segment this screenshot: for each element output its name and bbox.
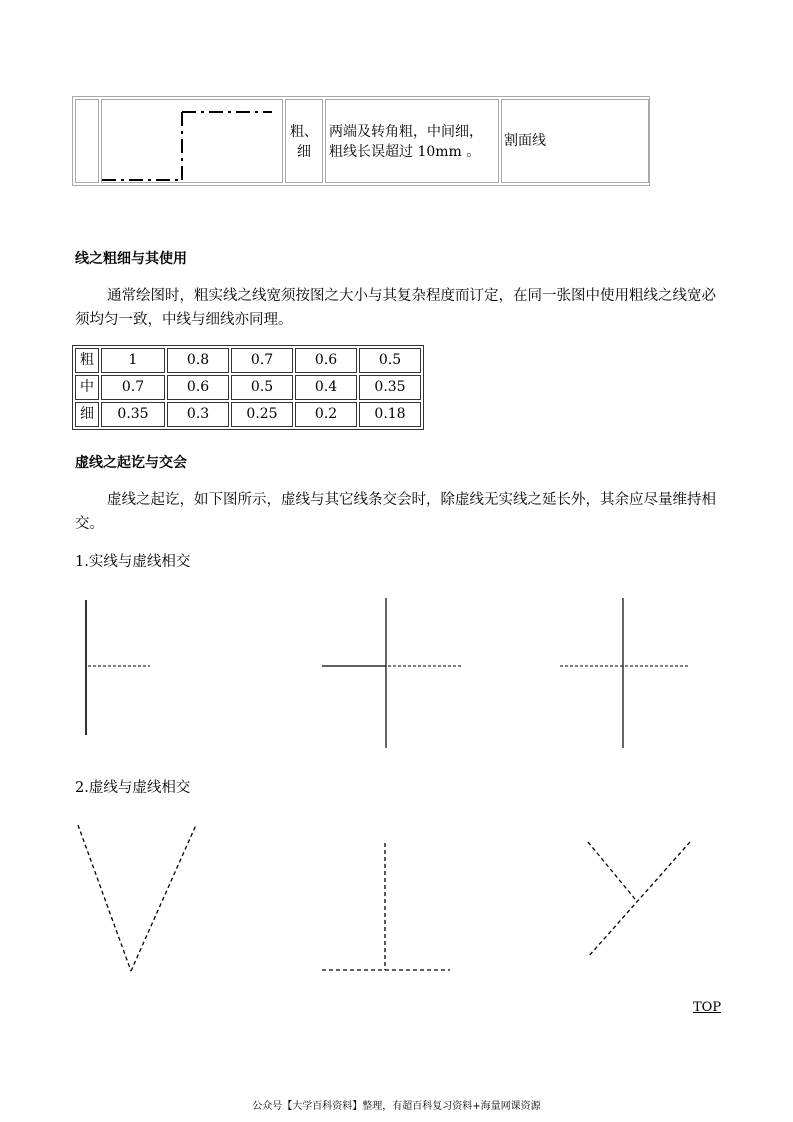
line-type-table: [72, 96, 650, 186]
section-heading-line-width: 线之粗细与其使用: [75, 251, 187, 267]
table-cell: 0.35: [359, 375, 421, 400]
figure2-caption: 2.虚线与虚线相交: [75, 780, 191, 796]
table-cell: 0.18: [359, 402, 421, 427]
row-label: 细: [75, 402, 99, 427]
table-cell: 0.4: [295, 375, 357, 400]
table-cell: 0.5: [231, 375, 293, 400]
table-cell-figure: [101, 99, 283, 183]
usage-cell: 割面线: [501, 99, 649, 183]
paragraph-dashed-lines: 虚线之起讫，如下图所示，虚线与其它线条交会时，除虚线无实线之延长外，其余应尽量维持相交。: [75, 492, 716, 532]
table-cell: 0.2: [295, 402, 357, 427]
description-cell: 两端及转角粗，中间细，粗线长误超过 10mm 。: [325, 99, 499, 183]
table-cell: 1: [101, 348, 165, 373]
table-cell: 0.5: [359, 348, 421, 373]
cutting-plane-line-figure: [102, 100, 282, 186]
solid-dashed-intersection-figure: [0, 590, 793, 760]
table-cell: 0.3: [167, 402, 229, 427]
thickness-cell: 粗、细: [285, 99, 323, 183]
footer-text: 公众号【大学百科资料】整理，有超百科复习资料+海量网课资源: [252, 1101, 541, 1112]
table-cell: 0.7: [101, 375, 165, 400]
row-label: 粗: [75, 348, 99, 373]
table-cell: 0.7: [231, 348, 293, 373]
table-cell: 0.25: [231, 402, 293, 427]
table-cell: 0.6: [295, 348, 357, 373]
table-cell: 0.6: [167, 375, 229, 400]
line-width-table: [72, 345, 424, 430]
table-cell-blank: [75, 99, 99, 183]
table-cell: 0.8: [167, 348, 229, 373]
figure1-caption: 1.实线与虚线相交: [75, 554, 191, 570]
table-cell: 0.35: [101, 402, 165, 427]
paragraph-line-width: 通常绘图时，粗实线之线宽须按图之大小与其复杂程度而订定，在同一张图中使用粗线之线宽必须均匀一致，中线与细线亦同理。: [75, 288, 716, 328]
dashed-dashed-intersection-figure: [0, 815, 793, 985]
section-heading-dashed-lines: 虚线之起讫与交会: [75, 455, 187, 471]
top-link[interactable]: TOP: [693, 1000, 722, 1015]
row-label: 中: [75, 375, 99, 400]
